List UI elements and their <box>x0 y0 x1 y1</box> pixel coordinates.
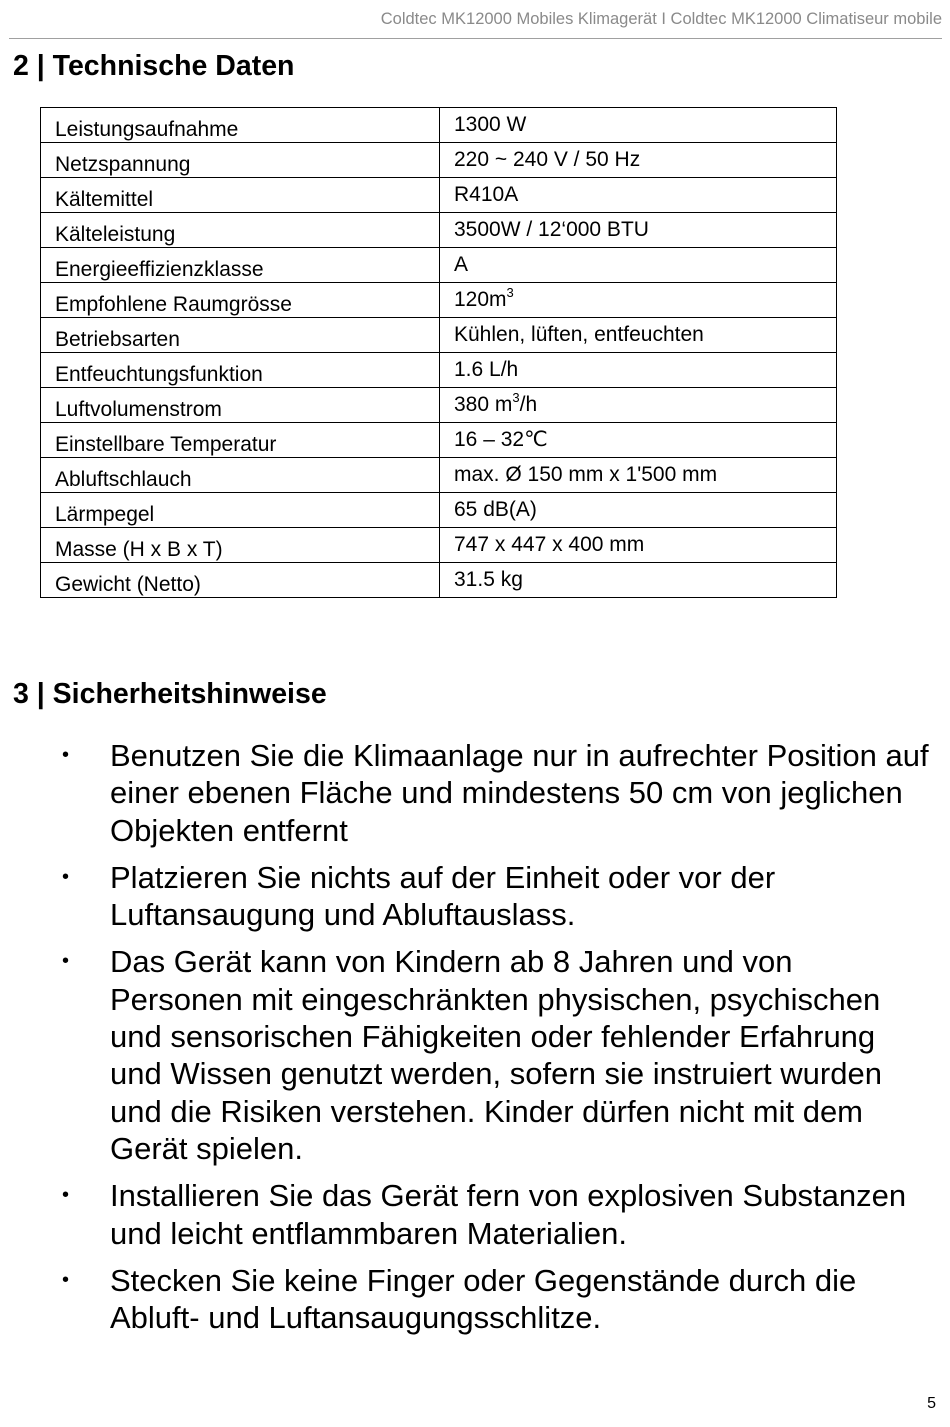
spec-value-text: max. Ø 150 mm x 1'500 mm <box>454 463 718 486</box>
spec-label: Energieeffizienzklasse <box>41 248 440 283</box>
spec-label: Kältemittel <box>41 178 440 213</box>
spec-value <box>440 458 837 493</box>
table-row <box>41 213 837 248</box>
bullet-icon: • <box>62 865 70 888</box>
spec-value-text: 380 m <box>454 393 513 416</box>
table-row <box>41 458 837 493</box>
spec-value <box>440 353 837 388</box>
spec-label: Netzspannung <box>41 143 440 178</box>
list-item <box>0 1262 950 1337</box>
spec-value <box>440 388 837 423</box>
spec-value-text: 31.5 kg <box>454 568 523 591</box>
table-row <box>41 108 837 143</box>
spec-value-text: 65 dB(A) <box>454 498 537 521</box>
section-title-safety-notes: 3 | Sicherheitshinweise <box>13 678 327 710</box>
spec-value <box>440 248 837 283</box>
spec-label: Lärmpegel <box>41 493 440 528</box>
table-row <box>41 178 837 213</box>
table-row <box>41 493 837 528</box>
safety-note-text: Stecken Sie keine Finger oder Gegenstände durch die Abluft- und Luftansaugungsschlitze. <box>110 1262 857 1336</box>
list-item <box>0 859 950 934</box>
table-row <box>41 423 837 458</box>
spec-value <box>440 283 837 318</box>
spec-label: Empfohlene Raumgrösse <box>41 283 440 318</box>
spec-value <box>440 108 837 143</box>
spec-value-text: A <box>454 253 469 276</box>
spec-label: Kälteleistung <box>41 213 440 248</box>
section-title-technical-data: 2 | Technische Daten <box>13 50 295 82</box>
spec-value-text: 3500W / 12‘000 BTU <box>454 218 649 241</box>
bullet-icon: • <box>62 1268 70 1291</box>
spec-label: Betriebsarten <box>41 318 440 353</box>
list-item <box>0 1177 950 1252</box>
table-row <box>41 283 837 318</box>
table-row <box>41 248 837 283</box>
spec-value <box>440 318 837 353</box>
list-item <box>0 943 950 1167</box>
spec-value-text: 1.6 L/h <box>454 358 519 381</box>
spec-label: Masse (H x B x T) <box>41 528 440 563</box>
spec-value-text: R410A <box>454 183 519 206</box>
spec-value <box>440 178 837 213</box>
page-number: 5 <box>927 1395 936 1412</box>
table-row <box>41 318 837 353</box>
spec-value <box>440 493 837 528</box>
bullet-icon: • <box>62 1184 70 1207</box>
spec-label: Einstellbare Temperatur <box>41 423 440 458</box>
spec-value-suffix: /h <box>519 393 538 416</box>
spec-value-text: Kühlen, lüften, entfeuchten <box>454 323 704 346</box>
spec-value <box>440 528 837 563</box>
spec-value-text: 16 – 32℃ <box>454 428 548 451</box>
spec-label: Leistungsaufnahme <box>41 108 440 143</box>
safety-notes-list <box>0 737 950 1346</box>
table-row <box>41 143 837 178</box>
header-divider <box>9 38 942 39</box>
spec-value <box>440 213 837 248</box>
spec-label: Gewicht (Netto) <box>41 563 440 598</box>
spec-value-text: 747 x 447 x 400 mm <box>454 533 645 556</box>
bullet-icon: • <box>62 950 70 973</box>
table-row <box>41 353 837 388</box>
safety-note-text: Platzieren Sie nichts auf der Einheit oder vor der Luftansaugung und Abluftauslass. <box>110 859 776 933</box>
safety-note-text: Installieren Sie das Gerät fern von explosiven Substanzen und leicht entflammbaren Materialien. <box>110 1178 907 1251</box>
spec-label: Abluftschlauch <box>41 458 440 493</box>
safety-note-text: Benutzen Sie die Klimaanlage nur in aufrechter Position auf einer ebenen Fläche und mindestens 50 cm von jeglichen Objekten entfernt <box>110 738 929 848</box>
spec-value-superscript: 3 <box>512 390 520 405</box>
technical-data-table <box>40 107 837 598</box>
spec-label: Entfeuchtungsfunktion <box>41 353 440 388</box>
table-row <box>41 563 837 598</box>
running-header: Coldtec MK12000 Mobiles Klimagerät I Coldtec MK12000 Climatiseur mobile <box>380 10 942 28</box>
bullet-icon: • <box>62 744 70 766</box>
spec-value-text: 220 ~ 240 V / 50 Hz <box>454 148 641 171</box>
spec-value-text: 120m <box>454 288 507 311</box>
spec-value-superscript: 3 <box>506 285 514 300</box>
list-item <box>0 737 950 849</box>
spec-value <box>440 563 837 598</box>
spec-value <box>440 143 837 178</box>
table-row <box>41 528 837 563</box>
safety-note-text: Das Gerät kann von Kindern ab 8 Jahren und von Personen mit eingeschränkten physischen, psychischen und sensorischen Fähigkeiten oder fehlender Erfahrung und Wissen genutzt werden, sofern sie instruiert wurden und die Risiken verstehen. Kinder dürfen nicht mit dem Gerät spielen. <box>110 944 882 1166</box>
spec-value <box>440 423 837 458</box>
spec-value-text: 1300 W <box>454 113 527 136</box>
table-row <box>41 388 837 423</box>
spec-label: Luftvolumenstrom <box>41 388 440 423</box>
